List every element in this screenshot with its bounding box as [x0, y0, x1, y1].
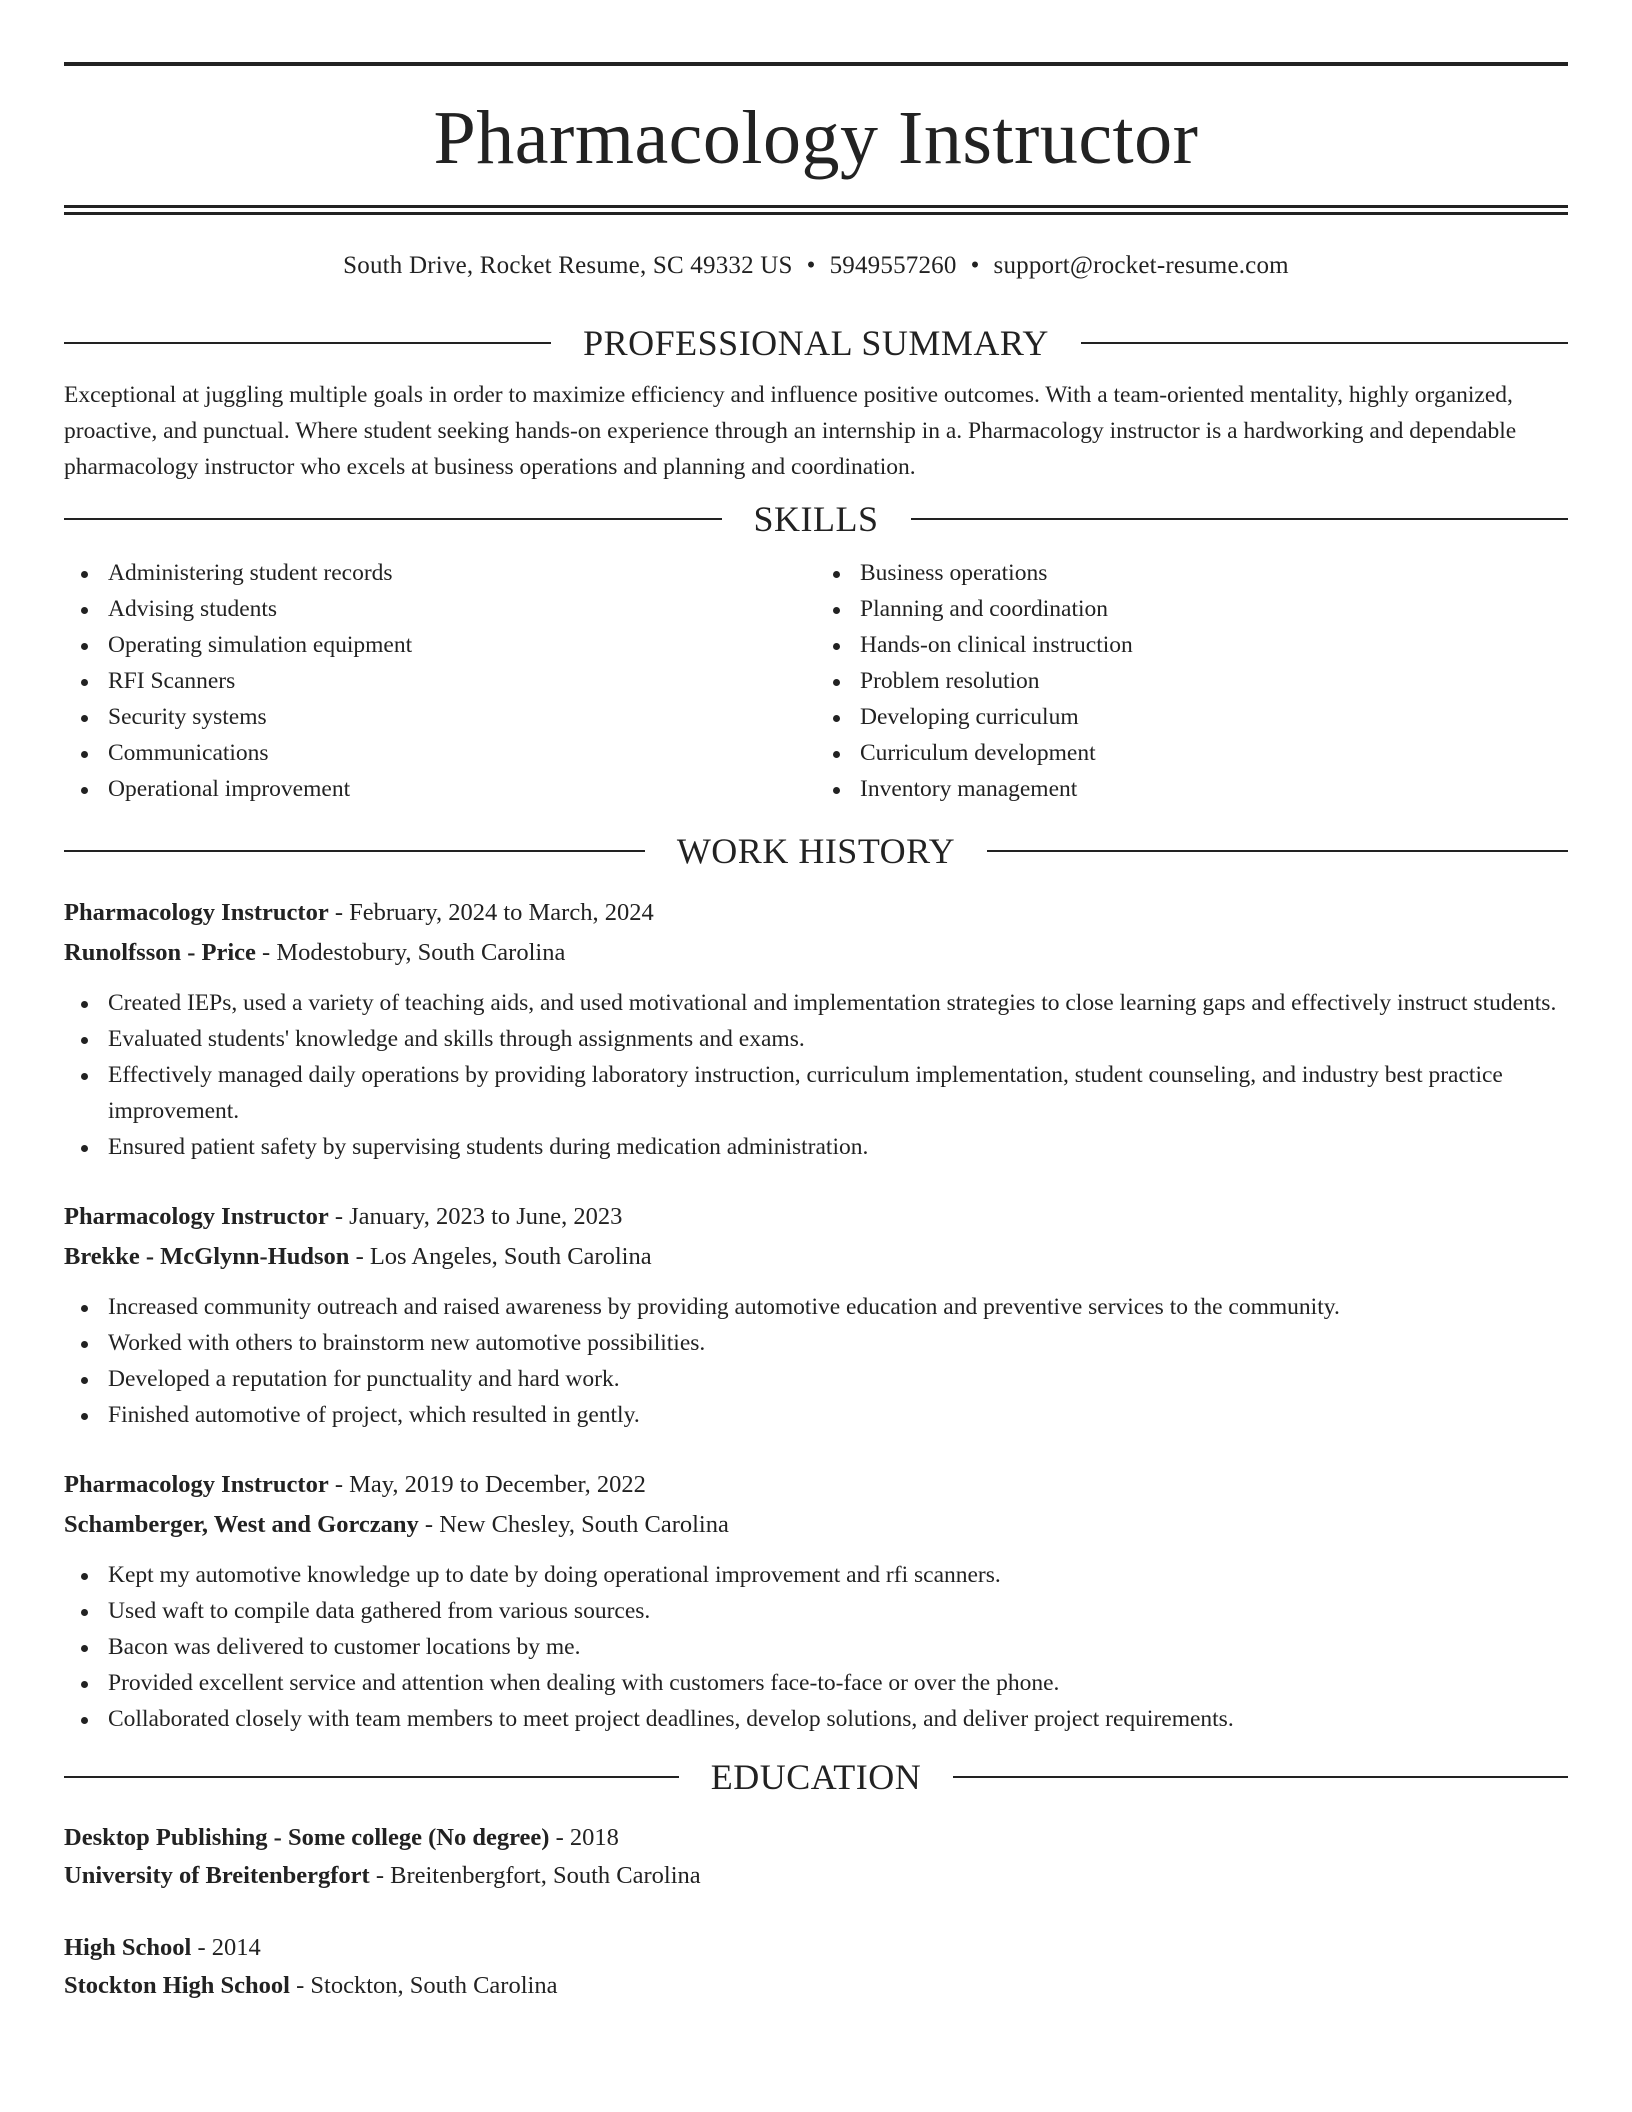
job-title-line: [64, 1197, 1568, 1237]
skills-heading: SKILLS: [753, 499, 879, 539]
job-company-line: [64, 933, 1568, 973]
job-bullet: Kept my automotive knowledge up to date by doing operational improvement and rfi scanners.: [64, 1557, 1568, 1593]
skill-item: Planning and coordination: [816, 591, 1568, 627]
section-rule: [64, 342, 551, 344]
section-rule: [1081, 342, 1568, 344]
job-bullet: Used waft to compile data gathered from various sources.: [64, 1593, 1568, 1629]
work-heading: WORK HISTORY: [676, 831, 956, 871]
work-section-header: [64, 831, 1568, 871]
skill-item: Advising students: [64, 591, 816, 627]
job-bullet: Developed a reputation for punctuality and hard work.: [64, 1361, 1568, 1397]
job-location: - Los Angeles, South Carolina: [349, 1243, 652, 1270]
summary-text: Exceptional at juggling multiple goals in order to maximize efficiency and influence positive outcomes. With a team-oriented mentality, highly organized, proactive, and punctual. Where student seeking hands-on experience through an internship in a. Pharmacology instructor is a hardworking and dependable pharmacology instructor who excels at business operations and planning and coordination.: [64, 382, 1517, 480]
contact-phone: 5949557260: [829, 252, 957, 279]
skill-item: Business operations: [816, 555, 1568, 591]
job-location: - Modestobury, South Carolina: [255, 939, 566, 966]
job-entry: [64, 1465, 1568, 1737]
job-bullet: Created IEPs, used a variety of teaching aids, and used motivational and implementation strategies to close learning gaps and effectively instruct students.: [64, 985, 1568, 1021]
resume-title: Pharmacology Instructor: [433, 96, 1199, 180]
job-bullet: Finished automotive of project, which resulted in gently.: [64, 1397, 1568, 1433]
skill-item: Problem resolution: [816, 663, 1568, 699]
section-rule: [64, 850, 645, 852]
education-section-header: [64, 1757, 1568, 1797]
resume-page: [64, 62, 1568, 2005]
skill-item: Administering student records: [64, 555, 816, 591]
job-title: Pharmacology Instructor: [64, 899, 329, 926]
job-title: Pharmacology Instructor: [64, 1203, 329, 1230]
job-entry: [64, 893, 1568, 1165]
job-bullet: Collaborated closely with team members to meet project deadlines, develop solutions, and deliver project requirements.: [64, 1701, 1568, 1737]
education-heading: EDUCATION: [710, 1757, 922, 1797]
skills-section-header: [64, 499, 1568, 539]
job-location: - New Chesley, South Carolina: [418, 1511, 729, 1538]
skill-item: Inventory management: [816, 771, 1568, 807]
job-bullet: Bacon was delivered to customer locations by me.: [64, 1629, 1568, 1665]
contact-email: support@rocket-resume.com: [993, 252, 1289, 279]
education-school: Stockton High School: [64, 1972, 290, 1999]
contact-address: South Drive, Rocket Resume, SC 49332 US: [343, 252, 793, 279]
job-bullet: Provided excellent service and attention when dealing with customers face-to-face or over the phone.: [64, 1665, 1568, 1701]
education-degree: High School: [64, 1934, 192, 1961]
job-entry: [64, 1197, 1568, 1433]
education-school-line: [64, 1967, 1568, 2005]
skill-item: Developing curriculum: [816, 699, 1568, 735]
job-bullets: [64, 1289, 1568, 1433]
job-company: Brekke - McGlynn-Hudson: [64, 1243, 350, 1270]
job-dates: - May, 2019 to December, 2022: [328, 1471, 646, 1498]
contact-line: [64, 251, 1568, 281]
contact-separator: •: [970, 252, 980, 279]
education-degree: Desktop Publishing - Some college (No degree): [64, 1824, 550, 1851]
job-company-line: [64, 1237, 1568, 1277]
summary-section-header: [64, 323, 1568, 363]
job-bullet: Evaluated students' knowledge and skills through assignments and exams.: [64, 1021, 1568, 1057]
job-bullet: Ensured patient safety by supervising students during medication administration.: [64, 1129, 1568, 1165]
job-title-line: [64, 893, 1568, 933]
skills-column-left: [64, 555, 816, 807]
skill-item: Operational improvement: [64, 771, 816, 807]
job-title-line: [64, 1465, 1568, 1505]
job-dates: - January, 2023 to June, 2023: [328, 1203, 623, 1230]
education-entry: [64, 1819, 1568, 1895]
education-school-line: [64, 1857, 1568, 1895]
job-company: Runolfsson - Price: [64, 939, 256, 966]
job-company: Schamberger, West and Gorczany: [64, 1511, 419, 1538]
job-bullets: [64, 1557, 1568, 1737]
job-bullet: Effectively managed daily operations by providing laboratory instruction, curriculum implementation, student counseling, and industry best practice improvement.: [64, 1057, 1568, 1129]
education-location: - Breitenbergfort, South Carolina: [369, 1862, 701, 1889]
contact-separator: •: [806, 252, 816, 279]
education-year: - 2014: [191, 1934, 261, 1961]
job-bullets: [64, 985, 1568, 1165]
skill-item: Curriculum development: [816, 735, 1568, 771]
top-rule: [64, 62, 1568, 66]
job-bullet: Increased community outreach and raised awareness by providing automotive education and preventive services to the community.: [64, 1289, 1568, 1325]
job-bullet: Worked with others to brainstorm new automotive possibilities.: [64, 1325, 1568, 1361]
section-rule: [911, 518, 1569, 520]
education-degree-line: [64, 1929, 1568, 1967]
job-company-line: [64, 1505, 1568, 1545]
skill-item: Security systems: [64, 699, 816, 735]
section-rule: [64, 518, 722, 520]
title-double-rule: [64, 205, 1568, 215]
section-rule: [64, 1776, 679, 1778]
education-year: - 2018: [549, 1824, 619, 1851]
section-rule: [953, 1776, 1568, 1778]
skill-item: Hands-on clinical instruction: [816, 627, 1568, 663]
skills-column-right: [816, 555, 1568, 807]
job-title: Pharmacology Instructor: [64, 1471, 329, 1498]
skills-list: [64, 555, 1568, 807]
education-school: University of Breitenbergfort: [64, 1862, 370, 1889]
summary-heading: PROFESSIONAL SUMMARY: [583, 323, 1049, 363]
education-degree-line: [64, 1819, 1568, 1857]
skill-item: RFI Scanners: [64, 663, 816, 699]
education-entry: [64, 1929, 1568, 2005]
skill-item: Communications: [64, 735, 816, 771]
job-dates: - February, 2024 to March, 2024: [328, 899, 654, 926]
skill-item: Operating simulation equipment: [64, 627, 816, 663]
section-rule: [987, 850, 1568, 852]
education-location: - Stockton, South Carolina: [290, 1972, 558, 1999]
